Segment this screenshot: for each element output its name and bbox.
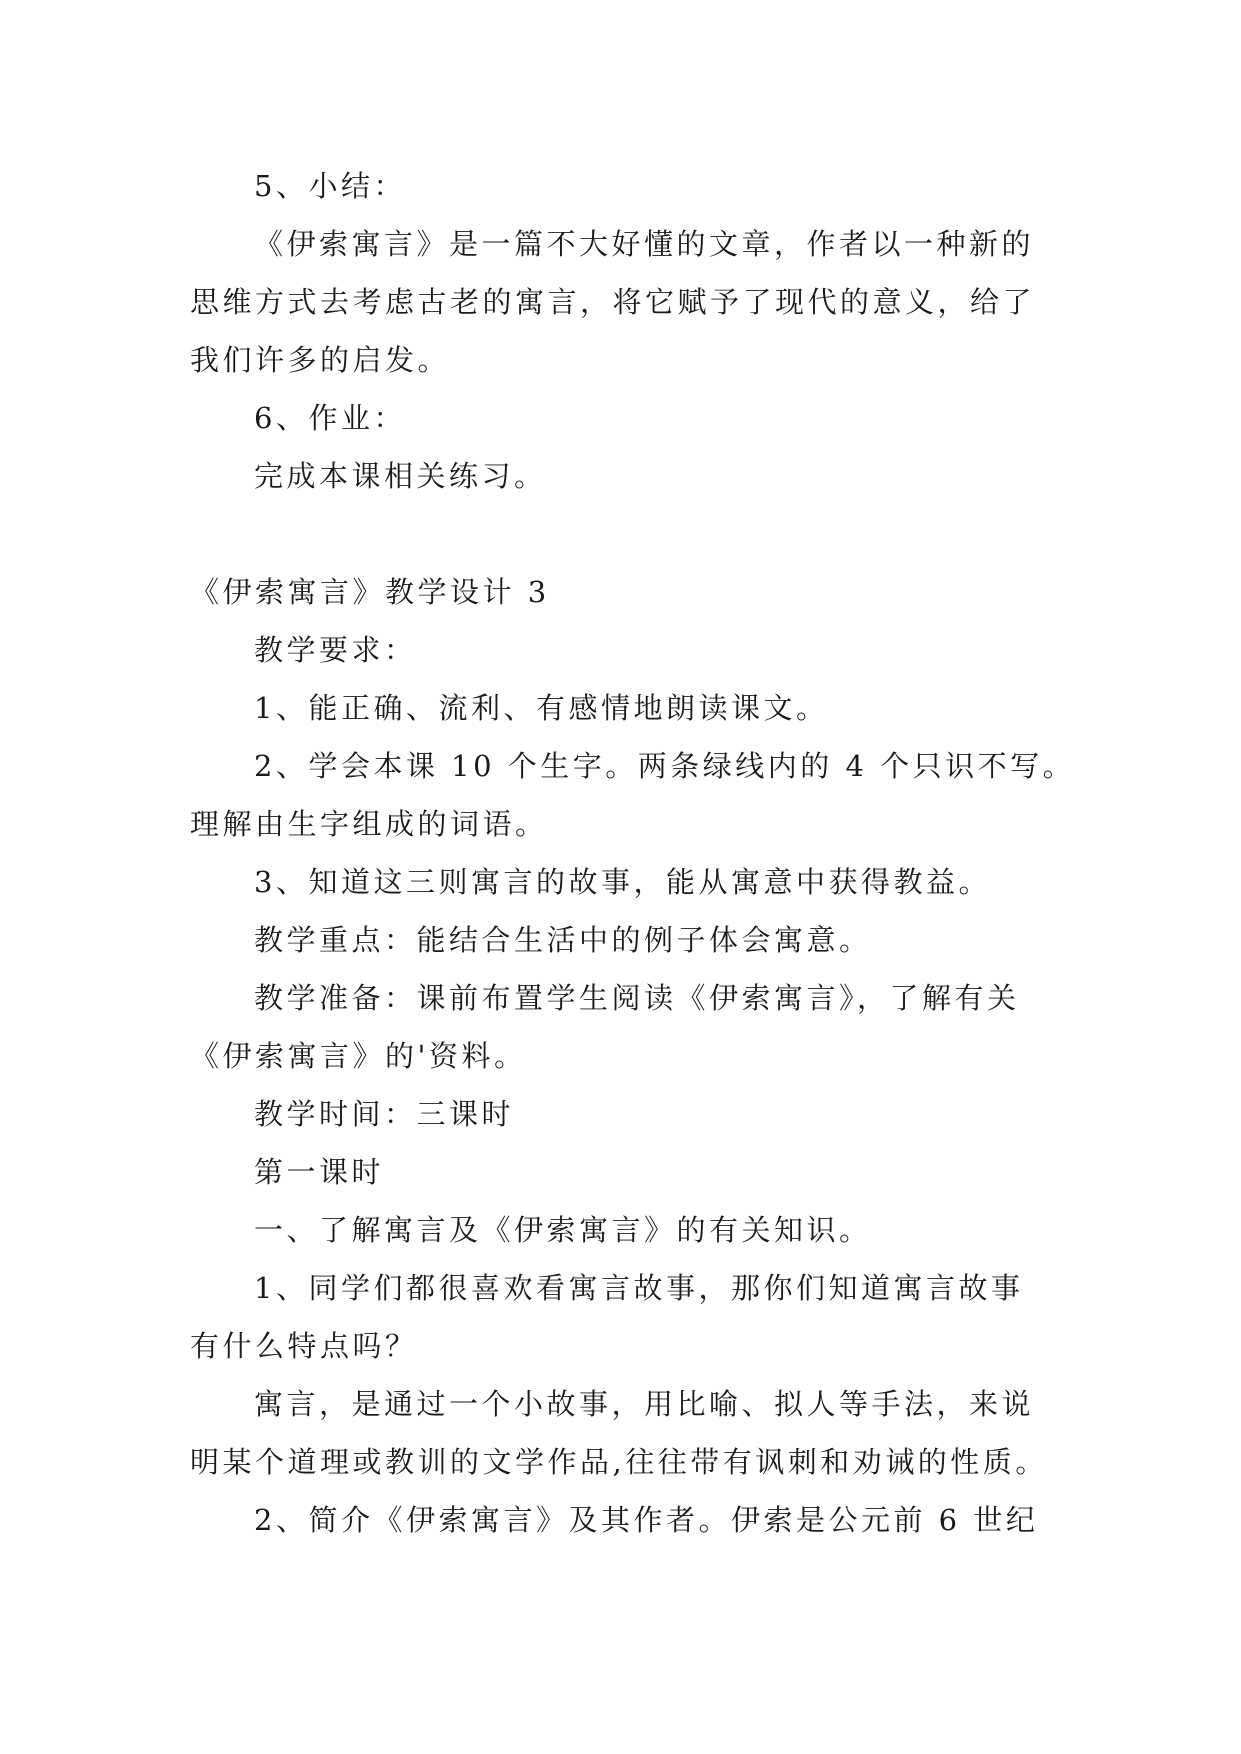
summary-heading: 5、小结： — [254, 169, 406, 203]
paragraph-line: 《伊索寓言》是一篇不大好懂的文章，作者以一种新的 — [254, 227, 1035, 261]
paragraph-line: 我们许多的启发。 — [190, 343, 451, 377]
list-item: 2、学会本课 10 个生字。两条绿线内的 4 个只识不写。 — [254, 749, 1076, 783]
lesson-heading: 第一课时 — [254, 1155, 385, 1189]
list-item: 1、能正确、流利、有感情地朗读课文。 — [254, 691, 829, 725]
paragraph-line: 完成本课相关练习。 — [254, 459, 547, 493]
list-item: 2、简介《伊索寓言》及其作者。伊索是公元前 6 世纪 — [254, 1503, 1039, 1537]
paragraph-line: 寓言，是通过一个小故事，用比喻、拟人等手法，来说 — [254, 1387, 1035, 1421]
homework-heading: 6、作业： — [254, 401, 406, 435]
requirements-heading: 教学要求： — [254, 633, 417, 667]
paragraph-line: 教学时间：三课时 — [254, 1097, 515, 1131]
section-heading: 一、了解寓言及《伊索寓言》的有关知识。 — [254, 1213, 872, 1247]
paragraph-line: 理解由生字组成的词语。 — [190, 807, 548, 841]
paragraph-line: 有什么特点吗？ — [190, 1329, 418, 1363]
paragraph-line: 思维方式去考虑古老的寓言，将它赋予了现代的意义，给了 — [190, 285, 1036, 319]
paragraph-line: 教学重点：能结合生活中的例子体会寓意。 — [254, 923, 872, 957]
section-title: 《伊索寓言》教学设计 3 — [190, 575, 550, 609]
paragraph-line: 明某个道理或教训的文学作品,往往带有讽刺和劝诫的性质。 — [190, 1445, 1048, 1479]
list-item: 1、同学们都很喜欢看寓言故事，那你们知道寓言故事 — [254, 1271, 1024, 1305]
paragraph-line: 教学准备：课前布置学生阅读《伊索寓言》，了解有关 — [254, 981, 1020, 1015]
paragraph-line: 《伊索寓言》的'资料。 — [190, 1039, 527, 1073]
list-item: 3、知道这三则寓言的故事，能从寓意中获得教益。 — [254, 865, 991, 899]
